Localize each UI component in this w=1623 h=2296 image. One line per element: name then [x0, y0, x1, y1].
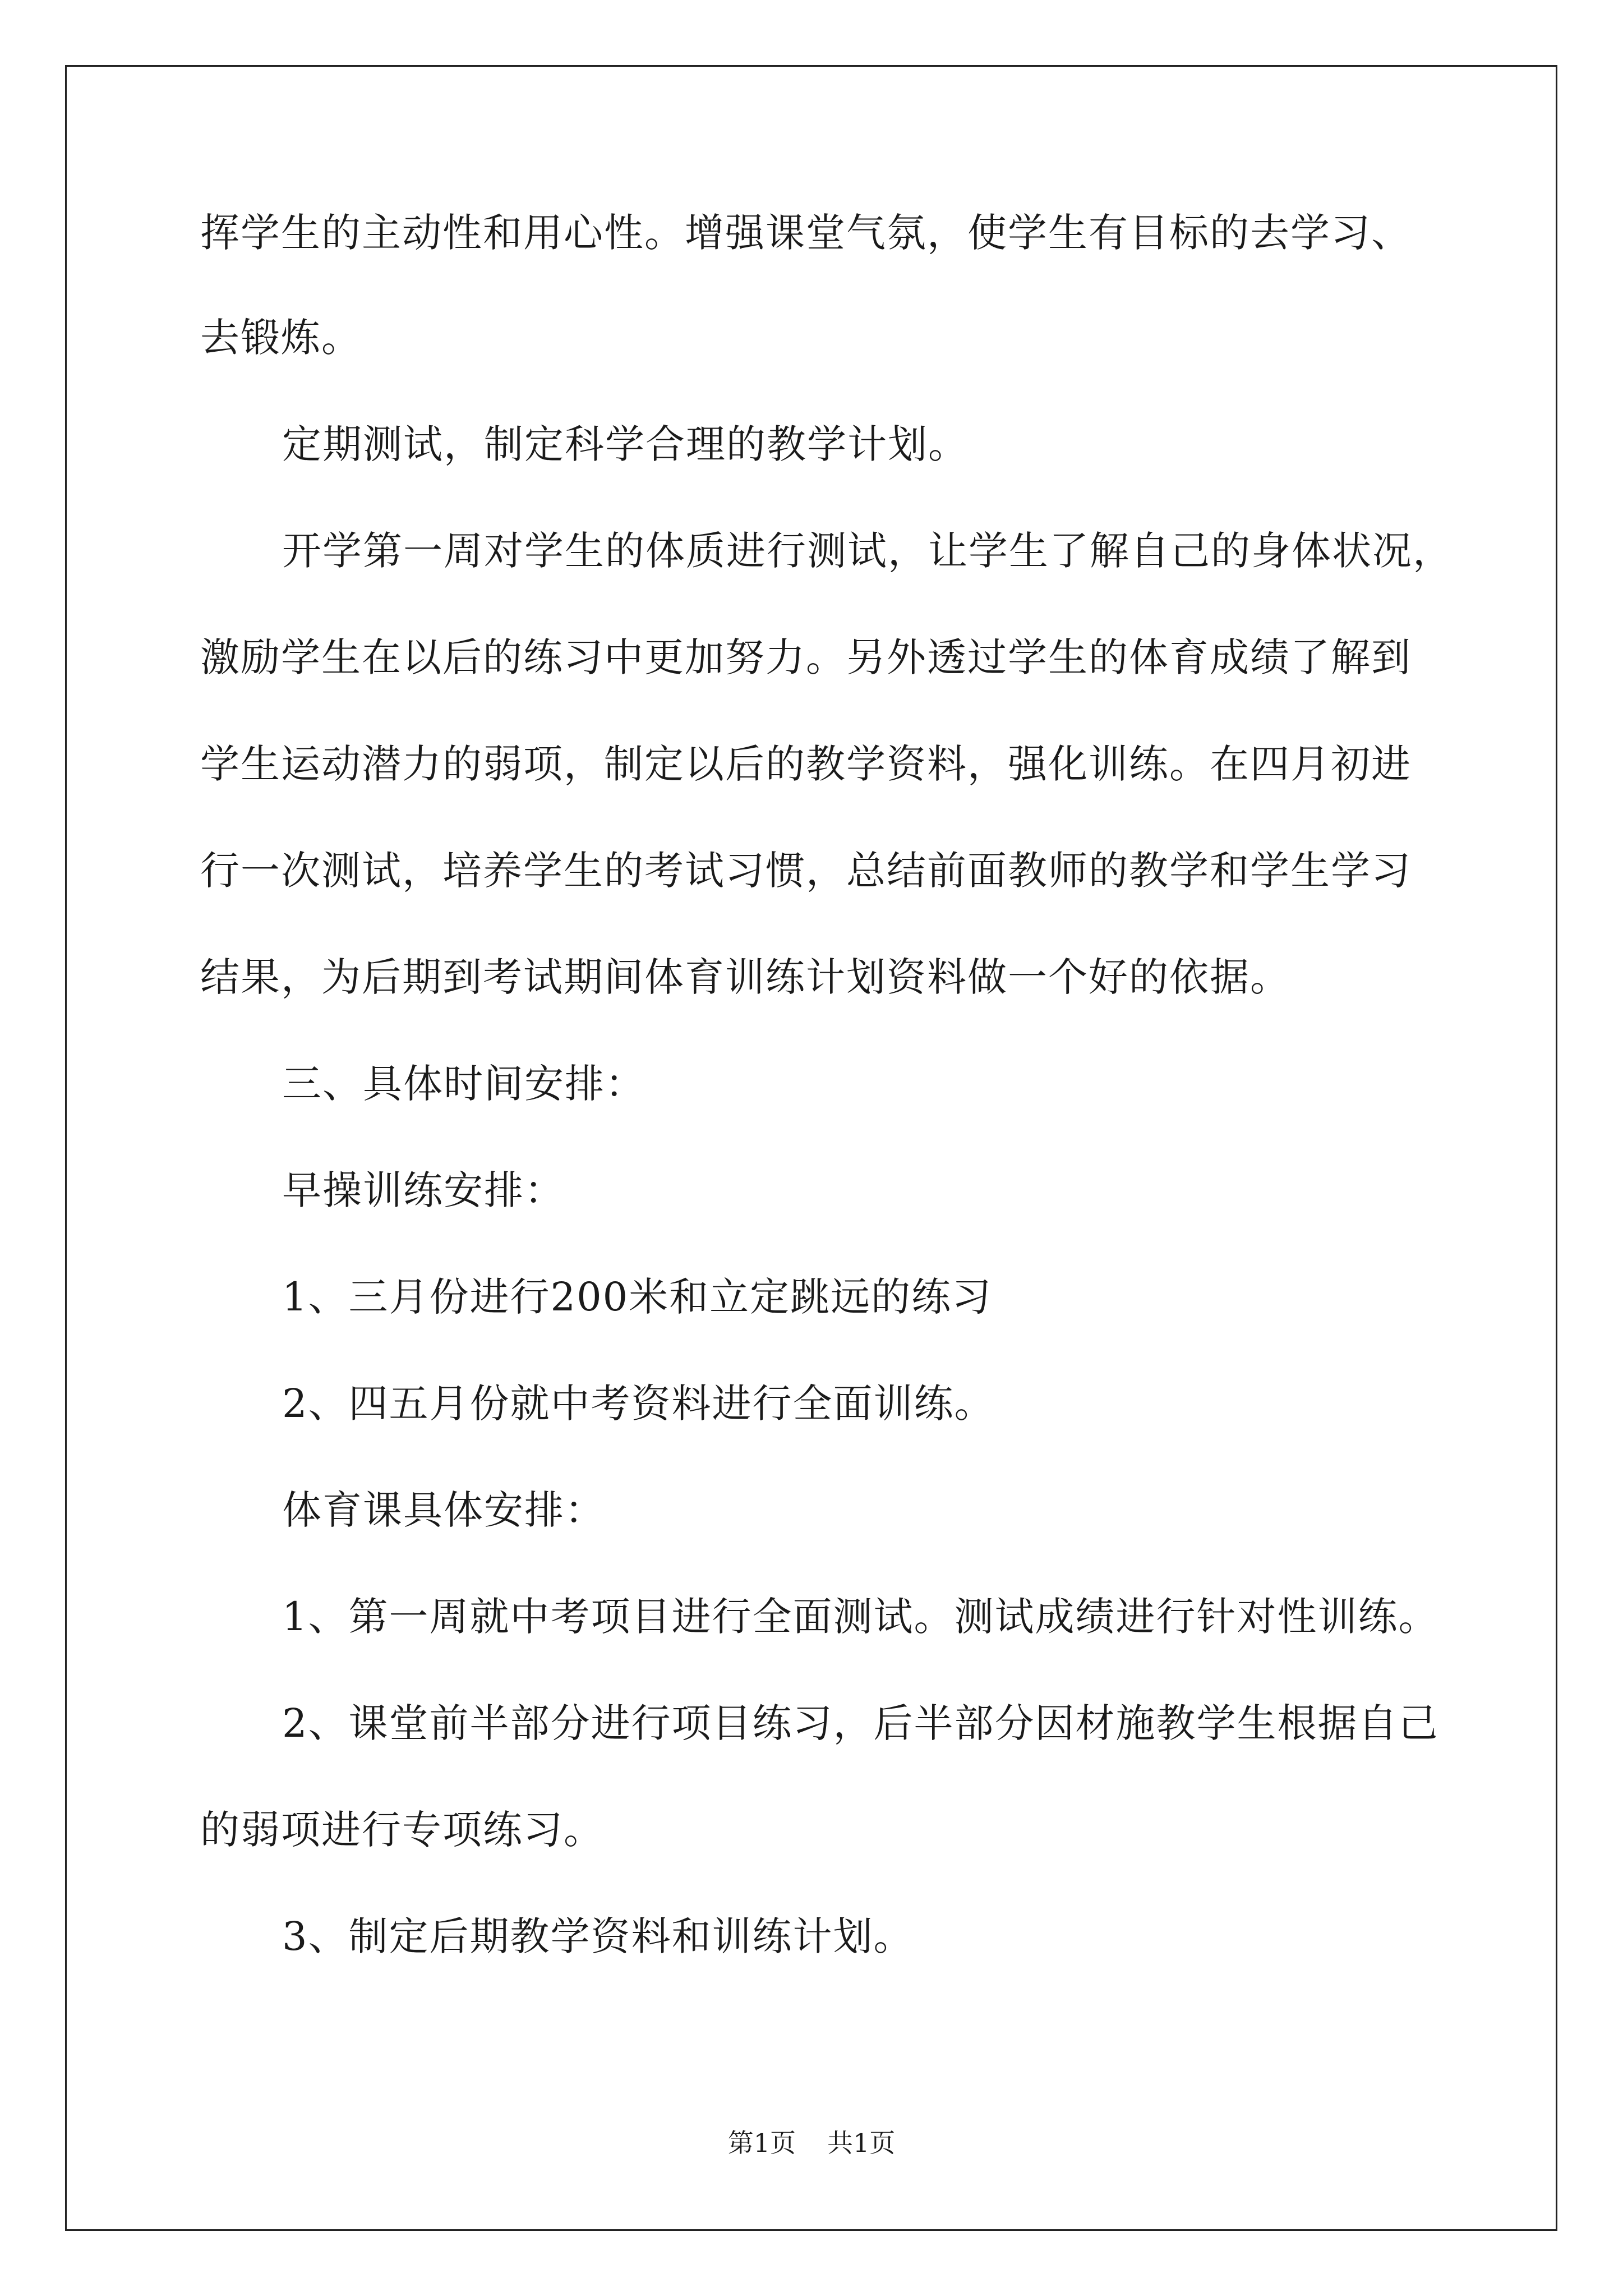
text-line: 挥学生的主动性和用心性。增强课堂气氛，使学生有目标的去学习、 [200, 210, 1412, 256]
list-item: 1、三月份进行200米和立定跳远的练习 [282, 1274, 993, 1320]
page-footer [0, 2126, 1623, 2160]
page-total: 共1页 [827, 2128, 896, 2158]
section-heading: 三、具体时间安排： [282, 1061, 645, 1107]
text-line: 行一次测试，培养学生的考试习惯，总结前面教师的教学和学生学习 [200, 848, 1412, 894]
text-line: 激励学生在以后的练习中更加努力。另外透过学生的体育成绩了解到 [200, 634, 1412, 680]
text-line: 结果，为后期到考试期间体育训练计划资料做一个好的依据。 [200, 954, 1290, 1000]
list-item: 2、课堂前半部分进行项目练习，后半部分因材施教学生根据自己 [282, 1700, 1439, 1746]
list-item: 1、第一周就中考项目进行全面测试。测试成绩进行针对性训练。 [282, 1594, 1439, 1640]
text-line: 去锻炼。 [200, 315, 362, 361]
page-number: 第1页 [727, 2128, 796, 2158]
page-border [65, 65, 1557, 2231]
text-line: 开学第一周对学生的体质进行测试，让学生了解自己的身体状况， [282, 528, 1453, 574]
text-line: 定期测试，制定科学合理的教学计划。 [282, 421, 969, 467]
list-item: 2、四五月份就中考资料进行全面训练。 [282, 1381, 995, 1427]
text-line: 学生运动潜力的弱项，制定以后的教学资料，强化训练。在四月初进 [200, 741, 1412, 787]
subsection-heading: 体育课具体安排： [282, 1487, 605, 1533]
subsection-heading: 早操训练安排： [282, 1167, 565, 1213]
list-item: 3、制定后期教学资料和训练计划。 [282, 1913, 914, 1959]
text-line: 的弱项进行专项练习。 [200, 1807, 604, 1853]
